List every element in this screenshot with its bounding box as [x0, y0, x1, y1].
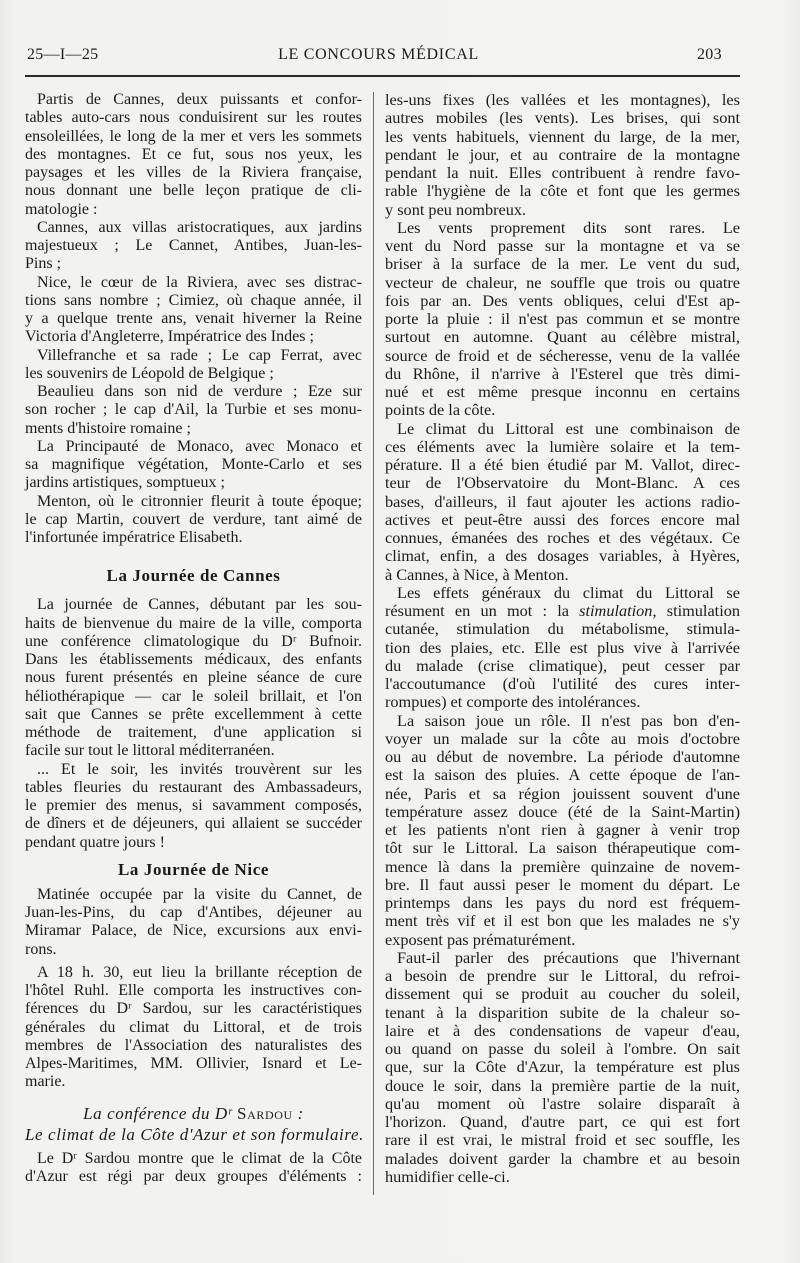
- text-line: mence là dans la première quinzaine de novem-: [385, 856, 740, 876]
- text-line: une conférence climatologique du Dʳ Bufnoir.: [25, 632, 362, 650]
- text-line: Cannes, aux villas aristocratiques, aux jardins: [37, 218, 362, 236]
- text-line: Les effets généraux du climat du Littoral se: [397, 582, 740, 602]
- text-line: Villefranche et sa rade ; Le cap Ferrat, avec: [37, 346, 362, 364]
- text-line: méthode de traitement, d'une application si: [25, 724, 362, 741]
- text-line: du Rhône, il n'arrive à l'Esterel que très dimi-: [385, 363, 740, 383]
- text-line: tion des plaies, etc. Elle est plus vive à l'arrivée: [385, 637, 740, 657]
- text-line: La journée de Cannes, débutant par les sou-: [37, 596, 362, 614]
- right-column: [385, 91, 740, 1186]
- emphasized-word: stimulation: [579, 601, 653, 620]
- text-line: Alpes-Maritimes, MM. Ollivier, Isnard et Le-: [25, 1055, 362, 1072]
- text-line: source de froid et de sécheresse, venu de la vallée: [385, 345, 740, 365]
- text-line: générales du climat du Littoral, et de trois: [25, 1018, 362, 1036]
- paragraph: [385, 949, 740, 1186]
- text-line: douce le soir, dans la première partie de la nuit,: [385, 1075, 740, 1095]
- sardou-section: [25, 1150, 362, 1187]
- text-line: rable l'hygiène de la côte et font que les germes: [385, 181, 740, 201]
- lecture-subtitle: Le climat de la Côte d'Azur et son formulaire.: [25, 1124, 364, 1144]
- text-line: rons.: [25, 940, 57, 958]
- text-line: teur de l'Observatoire du Mont-Blanc. A ces: [385, 473, 740, 493]
- text-line: tôt sur le Littoral. La saison thérapeutique com-: [385, 838, 740, 858]
- text-line: le premier des menus, si savamment composés,: [25, 797, 362, 814]
- text-line: les vents habituels, viennent du large, de la mer,: [385, 126, 740, 146]
- page-number: 203: [697, 46, 722, 63]
- paragraph: [385, 712, 740, 949]
- lecture-title-lead: La conférence du Dʳ: [83, 1103, 233, 1123]
- text-line: pérature. Il a été bien étudié par M. Vallot, direc-: [385, 455, 740, 474]
- right-column-text: [385, 91, 740, 1186]
- text-line: climat, enfin, a des dosages variables, à Hyères,: [385, 546, 740, 566]
- text-line: marie.: [25, 1073, 66, 1091]
- text-line: La Principauté de Monaco, avec Monaco et: [37, 437, 362, 455]
- section-heading-cannes: La Journée de Cannes: [106, 566, 281, 586]
- text-line: Pins ;: [25, 255, 62, 273]
- text-line: malades doivent garder la chambre et au besoin: [385, 1148, 740, 1168]
- text-line: exposent pas prématurément.: [385, 929, 576, 949]
- text-line: sait que Cannes se prête excellemment à cette: [25, 705, 362, 723]
- text-line: y sont peu nombreux.: [385, 199, 527, 219]
- text-line: tenant à la disparition subite de la chaleur so-: [385, 1002, 740, 1022]
- text-line: du malade (crise climatique), peut cesser par: [385, 655, 740, 675]
- column-divider: [373, 92, 374, 1195]
- text-line: dissement qui se produit au coucher du soleil,: [385, 984, 740, 1004]
- lecture-subheading: [25, 1103, 362, 1145]
- text-line: température assez douce (été de la Saint-Martin): [385, 801, 740, 821]
- text-line: des montagnes. Et ce fut, sous nos yeux, les: [25, 145, 362, 163]
- text-line: voyer un malade sur la côte au mois d'octobre: [385, 728, 740, 748]
- paragraph: [385, 420, 740, 584]
- journal-title: LE CONCOURS MÉDICAL: [278, 46, 479, 63]
- paragraph: [25, 274, 362, 347]
- text-line: pendant quatre jours !: [25, 833, 165, 851]
- text-line: ensoleillées, le long de la mer et vers les sommets: [25, 127, 362, 145]
- text-line: fois par an. Des vents obliques, celui d'Est ap-: [385, 290, 740, 310]
- text-segment: , stimulation: [652, 601, 740, 620]
- paragraph: [25, 383, 362, 438]
- text-line: printemps dans les pays du nord est fréquem-: [385, 893, 740, 912]
- text-line: de dîners et de déjeuners, qui allaient se succéder: [25, 815, 362, 833]
- text-line: son rocher ; le cap d'Ail, la Turbie et ses monu-: [25, 401, 362, 419]
- text-line: tions sans nombre ; Cimiez, où chaque année, il: [25, 291, 362, 309]
- text-line: ments d'histoire romaine ;: [25, 419, 191, 437]
- section-heading-nice: La Journée de Nice: [117, 859, 270, 879]
- text-line: connues, émanées des roches et des végétaux. Ce: [385, 528, 740, 547]
- text-line: Le climat du Littoral est une combinaison de: [397, 418, 740, 438]
- text-line: Partis de Cannes, deux puissants et confor-: [37, 91, 362, 108]
- text-line: actives et peut-être aussi des forces encore mal: [385, 509, 740, 529]
- paragraph: [385, 584, 740, 712]
- text-line: humidifier celle-ci.: [385, 1166, 510, 1186]
- text-line: vecteur de chaleur, ne souffle que trois ou quatre: [385, 272, 740, 292]
- text-line: Beaulieu dans son nid de verdure ; Eze sur: [37, 383, 362, 400]
- issue-date: 25—I—25: [27, 46, 99, 63]
- text-line: pendant la nuit. Elles contribuent à rendre favo-: [385, 163, 740, 182]
- text-line: l'hôtel Ruhl. Elle comporta les instructives con-: [25, 982, 362, 999]
- text-line: Matinée occupée par la visite du Cannet, de: [37, 885, 362, 903]
- text-line: y a quelque trente ans, venait hiverner la Reine: [25, 310, 362, 327]
- text-line: autres mobiles (les vents). Les brises, qui sont: [385, 108, 740, 128]
- nice-section: [25, 886, 362, 1092]
- text-line: héliothérapique — car le soleil brillait, et l'on: [25, 687, 362, 705]
- text-line: ... Et le soir, les invités trouvèrent sur les: [37, 760, 362, 778]
- lecture-title: [25, 1103, 362, 1124]
- text-line: ou au début de novembre. La période d'automne: [385, 747, 740, 766]
- text-line: vent du Nord passe sur la montagne et va se: [385, 236, 740, 255]
- text-line: rare il est vrai, le mistral froid et sec souffle, les: [385, 1130, 740, 1150]
- text-line: qu'au moment où l'astre solaire disparaît à: [385, 1093, 740, 1113]
- text-line: surtout en automne. Quant au célèbre mistral,: [385, 327, 740, 347]
- text-line: [385, 602, 740, 620]
- text-line: l'horizon. Quand, d'autre part, ce qui est fort: [385, 1112, 740, 1131]
- text-line: porte la pluie : il n'est pas commun et se montre: [385, 309, 740, 328]
- text-line: matologie :: [25, 200, 98, 218]
- text-line: née, Paris et sa région jouissent souvent d'une: [385, 783, 740, 803]
- paragraph: [25, 438, 362, 493]
- text-line: Dans les établissements médicaux, des enfants: [25, 651, 362, 668]
- text-line: ces éléments avec la lumière solaire et la tem-: [385, 436, 740, 456]
- text-line: jardins artistiques, somptueux ;: [25, 474, 225, 492]
- text-line: a besoin de prendre sur le Littoral, du refroi-: [385, 966, 740, 985]
- text-line: sa magnifique végétation, Monte-Carlo et ses: [25, 456, 362, 473]
- text-line: tables auto-cars nous conduisirent sur les routes: [25, 109, 362, 127]
- text-line: à Cannes, à Nice, à Menton.: [385, 564, 569, 584]
- intro-section: [25, 91, 362, 547]
- text-line: bases, d'ailleurs, il faut ajouter les actions radio-: [385, 491, 740, 511]
- text-line: laire et à des condensations de vapeur d'eau,: [385, 1020, 740, 1040]
- text-line: facile sur tout le littoral méditerranéen.: [25, 742, 275, 760]
- text-line: le cap Martin, couvert de verdure, tant aimé de: [25, 510, 362, 528]
- text-line: A 18 h. 30, eut lieu la brillante réception de: [37, 963, 362, 981]
- text-line: Les vents proprement dits sont rares. Le: [397, 217, 740, 237]
- lecture-title-end: :: [297, 1103, 304, 1123]
- paragraph: [25, 347, 362, 384]
- paragraph: [385, 219, 740, 420]
- text-line: nous furent présentés en pleine séance de cure: [25, 669, 362, 687]
- lecturer-name: Sardou: [237, 1103, 293, 1123]
- text-line: paysages et les villes de la Riviera française,: [25, 164, 362, 181]
- text-line: pendant le jour, et au contraire de la montagne: [385, 144, 740, 164]
- text-line: haits de bienvenue du maire de la ville, comporta: [25, 614, 362, 632]
- paragraph: [385, 91, 740, 219]
- text-line: Victoria d'Angleterre, Impératrice des Indes ;: [25, 328, 314, 346]
- paragraph: [25, 219, 362, 274]
- cannes-section: [25, 596, 362, 852]
- paragraph: [25, 91, 362, 219]
- paragraph: [25, 964, 362, 1092]
- paragraph: [25, 886, 362, 959]
- text-line: que, sur la Côte d'Azur, la température est plus: [385, 1057, 740, 1077]
- text-line: d'Azur est régi par deux groupes d'éléments :: [25, 1167, 362, 1185]
- paragraph: [25, 761, 362, 852]
- text-line: Le Dʳ Sardou montre que le climat de la Côte: [37, 1149, 362, 1167]
- text-line: nous donnant une belle leçon pratique de cli-: [25, 182, 362, 200]
- text-line: Nice, le cœur de la Riviera, avec ses distrac-: [37, 273, 362, 291]
- text-line: briser à la surface de la mer. Le vent du sud,: [385, 254, 740, 274]
- paragraph: [25, 1150, 362, 1187]
- text-line: les souvenirs de Léopold de Belgique ;: [25, 364, 274, 382]
- text-line: Miramar Palace, de Nice, excursions aux envi-: [25, 922, 362, 940]
- paragraph: [25, 596, 362, 760]
- text-line: l'accoutumance (d'où l'utilité des cures inter-: [385, 674, 740, 693]
- text-line: tables fleuries du restaurant des Ambassadeurs,: [25, 778, 362, 796]
- text-line: nué et est même presque inconnu en certains: [385, 382, 740, 401]
- left-column: [25, 91, 362, 1186]
- text-line: membres de l'Association des naturalistes des: [25, 1036, 362, 1054]
- text-line: ment très vif et il est bon que les malades ne s'y: [385, 911, 740, 931]
- text-line: La saison joue un rôle. Il n'est pas bon d'en-: [397, 710, 740, 730]
- text-line: est la saison des pluies. A cette époque de l'an-: [385, 765, 740, 785]
- text-line: les-uns fixes (les vallées et les montagnes), les: [385, 90, 740, 109]
- text-line: l'infortunée impératrice Elisabeth.: [25, 529, 243, 546]
- text-line: majestueux ; Le Cannet, Antibes, Juan-les-: [25, 237, 362, 254]
- text-line: cutanée, stimulation du métabolisme, stimula-: [385, 619, 740, 639]
- text-line: Faut-il parler des précautions que l'hivernant: [397, 947, 740, 967]
- text-line: Juan-les-Pins, du cap d'Antibes, déjeuner au: [25, 904, 362, 921]
- text-segment: résument en un mot : la: [385, 601, 580, 620]
- text-line: Menton, où le citronnier fleurit à toute époque;: [37, 492, 362, 510]
- text-line: bre. Il faut aussi peser le moment du départ. Le: [385, 874, 740, 894]
- paragraph: [25, 493, 362, 548]
- text-line: ou quand on passe du soleil à l'ombre. On sait: [385, 1039, 740, 1058]
- text-line: rompues) et comporte des intolérances.: [385, 692, 641, 712]
- text-line: férences du Dʳ Sardou, sur les caractéristiques: [25, 1000, 362, 1018]
- text-line: et les patients n'ont rien à gagner à venir trop: [385, 820, 740, 839]
- text-line: points de la côte.: [385, 400, 496, 420]
- header-rule: [25, 75, 740, 77]
